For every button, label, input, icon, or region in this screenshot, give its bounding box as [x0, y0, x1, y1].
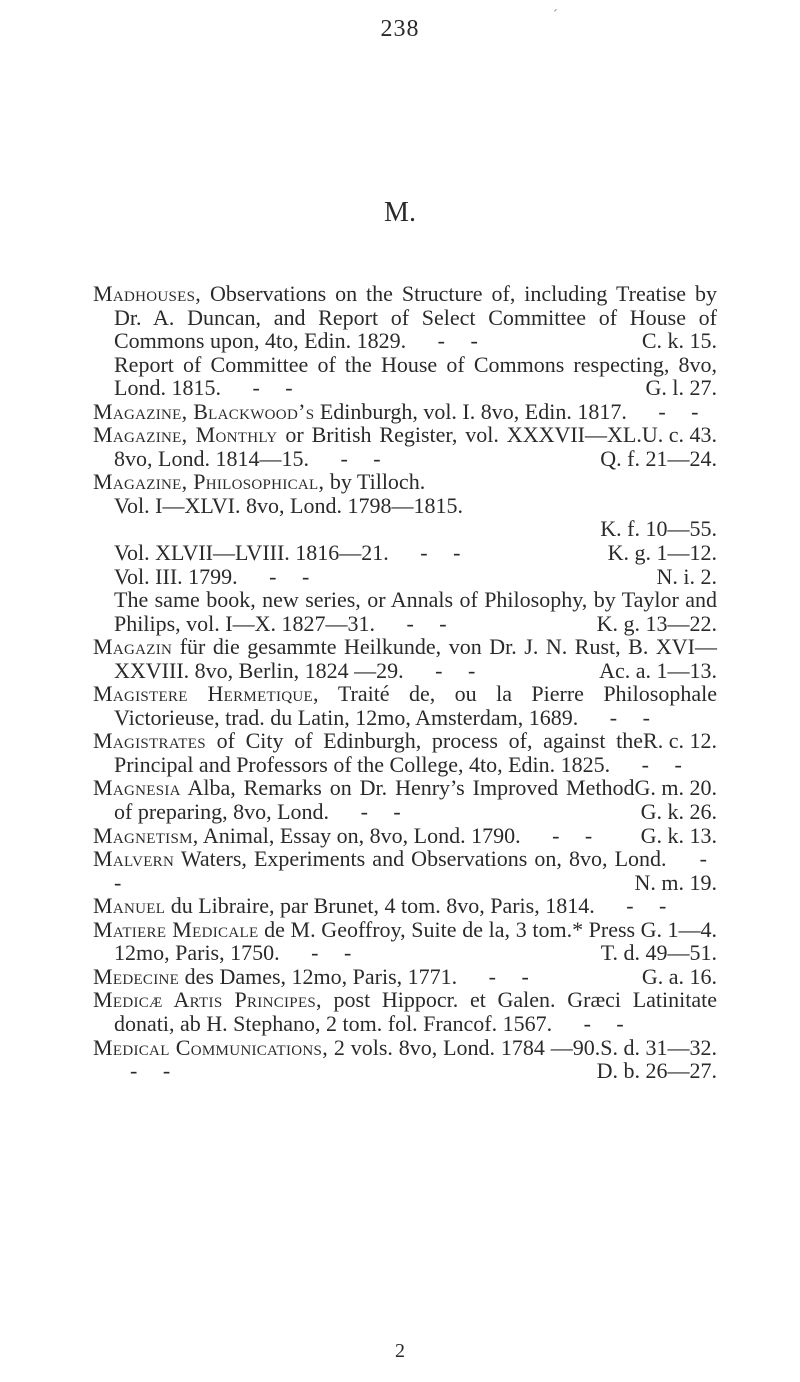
leader-dashes: - - — [345, 799, 411, 825]
entry-heading: Medicæ Artis Principes, — [93, 987, 322, 1013]
entry-heading: Magnetism, — [93, 822, 199, 848]
entry-text: Traité de, ou la Pierre Philosophale Victorieuse, trad. du Latin, 12mo, Amsterdam, 1689. — [114, 681, 717, 730]
shelf-location: Q. f. 21—24. — [600, 445, 717, 471]
entry-text: Vol. III. 1799. — [114, 563, 238, 589]
shelf-location: * Press G. 1—4. — [572, 916, 717, 942]
leader-dashes: - - — [422, 328, 488, 354]
entry-text: 2 vols. 8vo, Lond. 1784 —90. — [328, 1034, 601, 1060]
printer-signature: 2 — [395, 1340, 405, 1362]
leader-dashes: - - — [404, 540, 471, 566]
entry-heading: Medecine — [93, 963, 180, 989]
leader-dashes: - - — [626, 751, 692, 777]
entry-heading: Madhouses, — [93, 281, 202, 306]
leader-dashes: - - — [610, 893, 677, 919]
entry-heading: Magazine, Philosophical, — [93, 469, 325, 495]
entry-heading: Malvern — [93, 846, 175, 872]
shelf-location: T. d. 49—51. — [600, 940, 717, 966]
shelf-location: G. k. 13. — [640, 822, 717, 848]
catalogue-entry — [93, 776, 717, 823]
catalogue-entry — [93, 847, 717, 894]
section-letter: M. — [384, 197, 416, 228]
entry-heading: Magnesia — [93, 775, 181, 801]
sub-entry — [93, 588, 717, 635]
entry-text: Observations on the Structure of, including Treatise by Dr. A. Duncan, and Report of Select Committee of House of Commons upon, 4to, Edin. 1829. — [114, 281, 717, 354]
sub-entry — [93, 494, 717, 541]
catalogue-entry — [93, 635, 717, 682]
entry-text: Vol. I—XLVI. 8vo, Lond. 1798—1815. — [114, 492, 463, 518]
entry-text: The same book, new series, or Annals of Philosophy, by Taylor and Philips, vol. I—X. 1827—31. — [114, 587, 717, 636]
shelf-location: N. m. 19. — [634, 869, 717, 895]
shelf-location: G. m. 20. — [634, 775, 717, 801]
leader-dashes: - - — [324, 445, 391, 471]
entry-text: Waters, Experiments and Observations on, 8vo, Lond. — [174, 846, 667, 872]
shelf-location: R. c. 12. — [643, 728, 717, 754]
index-entries — [93, 282, 717, 1083]
leader-dashes: - - — [536, 822, 603, 848]
corner-mark: ´ — [553, 8, 558, 23]
entry-text: Vol. XLVII—LVIII. 1816—21. — [114, 540, 389, 566]
entry-text: or British Register, vol. XXXVII—XL. 8vo, Lond. 1814—15. — [114, 422, 642, 471]
leader-dashes: - - — [419, 657, 486, 683]
entry-text: de M. Geoffroy, Suite de la, 3 tom. 12mo, Paris, 1750. — [114, 916, 573, 966]
leader-dashes: - - — [642, 398, 709, 424]
entry-heading: Magazin — [93, 634, 173, 660]
shelf-location: G. a. 16. — [641, 963, 717, 989]
shelf-location: D. b. 26—27. — [596, 1058, 717, 1084]
sub-entry — [93, 353, 717, 400]
shelf-location: N. i. 2. — [656, 563, 717, 589]
sub-entry — [93, 565, 717, 589]
entry-text: of City of Edinburgh, process of, against the Principal and Professors of the College, 4to, Edin. 1825. — [114, 728, 644, 777]
shelf-location: G. l. 27. — [645, 375, 717, 401]
leader-dashes: - - — [253, 563, 320, 589]
leader-dashes: - - — [295, 940, 362, 966]
shelf-location: K. g. 13—22. — [596, 610, 717, 636]
entry-text: Animal, Essay on, 8vo, Lond. 1790. — [198, 822, 521, 848]
entry-text: du Libraire, par Brunet, 4 tom. 8vo, Paris, 1814. — [165, 893, 595, 919]
shelf-location: K. f. 10—55. — [600, 516, 717, 542]
entry-heading: Medical Communications, — [93, 1034, 328, 1060]
leader-dashes: - - — [236, 375, 303, 401]
entry-text: des Dames, 12mo, Paris, 1771. — [179, 963, 458, 989]
leader-dashes: - - — [473, 963, 539, 989]
entry-heading: Magistere Hermetique, — [93, 681, 319, 707]
entry-heading: Magistrates — [93, 728, 206, 754]
catalogue-entry — [93, 423, 717, 470]
entry-text: für die gesammte Heilkunde, von Dr. J. N. Rust, B. XVI—XXVIII. 8vo, Berlin, 1824 —29. — [114, 634, 717, 683]
page-number: 238 — [380, 16, 420, 42]
catalogue-entry — [93, 470, 717, 494]
catalogue-entry — [93, 282, 717, 353]
shelf-location: G. k. 26. — [640, 799, 717, 825]
shelf-location: Ac. a. 1—13. — [599, 657, 717, 683]
leader-dashes: - - — [114, 846, 718, 895]
entry-heading: Magazine, Monthly — [93, 422, 278, 448]
shelf-location: C. k. 15. — [641, 328, 717, 354]
entry-text: by Tilloch. — [324, 469, 426, 495]
catalogue-entry — [93, 824, 717, 848]
entry-text: post Hippocr. et Galen. Græci Latinitate donati, ab H. Stephano, 2 tom. fol. Francof. 1567. — [114, 987, 717, 1036]
shelf-location: U. c. 43. — [641, 422, 717, 448]
leader-dashes: - - — [568, 1010, 634, 1036]
entry-text: Edinburgh, vol. I. 8vo, Edin. 1817. — [314, 398, 627, 424]
entry-heading: Matiere Medicale — [93, 916, 259, 942]
entry-text: Report of Committee of the House of Commons respecting, 8vo, Lond. 1815. — [114, 351, 717, 401]
entry-heading: Magazine, Blackwood’s — [93, 398, 315, 424]
catalogue-entry — [93, 965, 717, 989]
leader-dashes: - - — [594, 704, 660, 730]
entry-text: Alba, Remarks on Dr. Henry’s Improved Method of preparing, 8vo, Lond. — [114, 775, 635, 825]
shelf-location: K. g. 1—12. — [607, 540, 717, 566]
leader-dashes: - - — [390, 610, 457, 636]
shelf-location: S. d. 31—32. — [600, 1034, 717, 1060]
entry-heading: Manuel — [93, 893, 166, 919]
leader-dashes: - - — [130, 1058, 181, 1084]
sub-entry — [93, 541, 717, 565]
